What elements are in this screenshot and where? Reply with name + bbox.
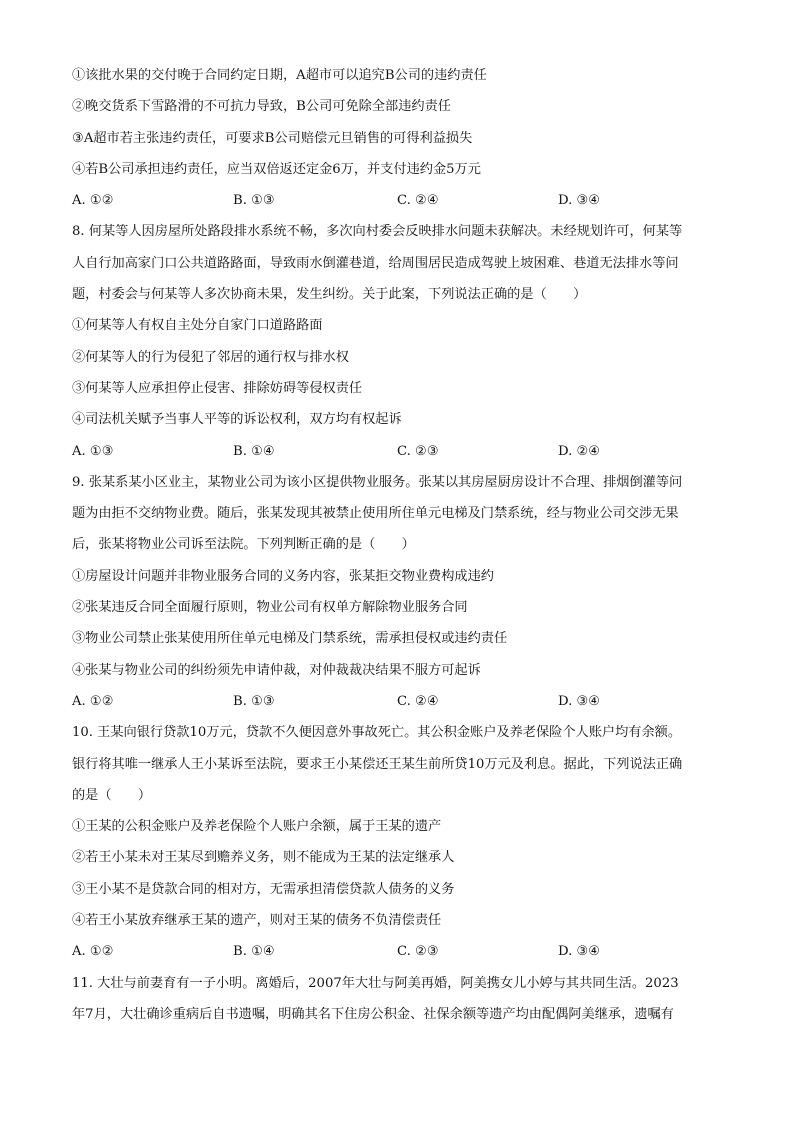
question-7 [72,66,722,222]
q10-statement-4: ④若王小某放弃继承王某的遗产，则对王某的债务不负清偿责任 [72,913,442,929]
q7-statement-1: ①该批水果的交付晚于合同约定日期，A超市可以追究B公司的违约责任 [72,68,487,83]
q8-choice-d: D. ②④ [558,443,601,459]
q9-statement-2: ②张某违反合同全面履行原则，物业公司有权单方解除物业服务合同 [72,600,468,616]
q8-statement-1: ①何某等人有权自主处分自家门口道路路面 [72,318,323,334]
q10-statement-1: ①王某的公积金账户及养老保险个人账户余额，属于王某的遗产 [72,819,442,835]
question-10 [72,723,722,973]
question-11 [72,974,722,1037]
q9-choice-d: D. ③④ [558,693,601,709]
q7-choice-c: C. ②④ [397,193,439,209]
q9-statement-3: ③物业公司禁止张某使用所住单元电梯及门禁系统，需承担侵权或违约责任 [72,631,508,647]
q8-choices [72,442,722,473]
q7-choices [72,191,722,222]
q9-stem-line-3: 后，张某将物业公司诉至法院。下列判断正确的是（ ） [72,537,415,553]
q10-stem-line-2: 银行将其唯一继承人王小某诉至法院，要求王小某偿还王某生前所贷10万元及利息。据此，下列说法正确 [72,756,683,772]
q8-stem-line-2: 人自行加高家门口公共道路路面，导致雨水倒灌巷道，给周围居民造成驾驶上坡困难、巷道无法排水等问 [72,255,679,271]
q9-statement-1: ①房屋设计问题并非物业服务合同的义务内容，张某拒交物业费构成违约 [72,568,494,584]
question-9 [72,473,722,723]
q8-choice-b: B. ①④ [233,443,275,459]
q9-choice-a: A. ①② [72,693,114,709]
q9-statement-4: ④张某与物业公司的纠纷须先申请仲裁，对仲裁裁决结果不服方可起诉 [72,662,481,678]
q9-stem-line-1: 9. 张某系某小区业主，某物业公司为该小区提供物业服务。张某以其房屋厨房设计不合理、排烟倒灌等问 [72,474,683,490]
q8-statement-2: ②何某等人的行为侵犯了邻居的通行权与排水权 [72,349,349,365]
q7-choice-d: D. ③④ [558,193,601,209]
q7-statement-4: ④若B公司承担违约责任，应当双倍返还定金6万，并支付违约金5万元 [72,161,481,177]
q9-choice-b: B. ①③ [233,693,275,709]
q7-choice-a: A. ①② [72,193,114,209]
q8-choice-c: C. ②③ [397,443,439,459]
q10-choice-a: A. ①② [72,944,114,960]
q7-statement-3: ③A超市若主张违约责任，可要求B公司赔偿元旦销售的可得利益损失 [72,130,473,146]
q11-stem-line-1: 11. 大壮与前妻育有一子小明。离婚后，2007年大壮与阿美再婚，阿美携女儿小婷与其共同生活。2023 [72,975,679,991]
q8-statement-4: ④司法机关赋予当事人平等的诉讼权利，双方均有权起诉 [72,412,402,428]
q8-stem-line-1: 8. 何某等人因房屋所处路段排水系统不畅，多次向村委会反映排水问题未获解决。未经规划许可，何某等 [72,224,683,240]
q10-stem-line-3: 的是（ ） [72,787,152,803]
q10-choice-c: C. ②③ [397,944,439,960]
q7-statement-2: ②晚交货系下雪路滑的不可抗力导致，B公司可免除全部违约责任 [72,99,451,115]
exam-page [72,66,722,1036]
q11-stem-line-2: 年7月，大壮确诊重病后自书遗嘱，明确其名下住房公积金、社保余额等遗产均由配偶阿美继承，遗嘱有 [72,1006,674,1022]
q9-stem-line-2: 题为由拒不交纳物业费。随后，张某发现其被禁止使用所住单元电梯及门禁系统，经与物业公司交涉无果 [72,506,679,522]
q8-statement-3: ③何某等人应承担停止侵害、排除妨碍等侵权责任 [72,380,363,396]
q8-choice-a: A. ①③ [72,443,114,459]
q10-choice-b: B. ①④ [233,944,275,960]
question-8 [72,222,722,472]
q9-choices [72,692,722,723]
q8-stem-line-3: 题，村委会与何某等人多次协商未果，发生纠纷。关于此案，下列说法正确的是（ ） [72,287,587,303]
q10-statement-3: ③王小某不是贷款合同的相对方，无需承担清偿贷款人债务的义务 [72,881,455,897]
q9-choice-c: C. ②④ [397,693,439,709]
q10-stem-line-1: 10. 王某向银行贷款10万元，贷款不久便因意外事故死亡。其公积金账户及养老保险个人账户均有余额。 [72,725,682,741]
q10-statement-2: ②若王小某未对王某尽到赡养义务，则不能成为王某的法定继承人 [72,850,455,866]
q10-choices [72,942,722,973]
q7-choice-b: B. ①③ [233,193,275,209]
q10-choice-d: D. ③④ [558,944,601,960]
